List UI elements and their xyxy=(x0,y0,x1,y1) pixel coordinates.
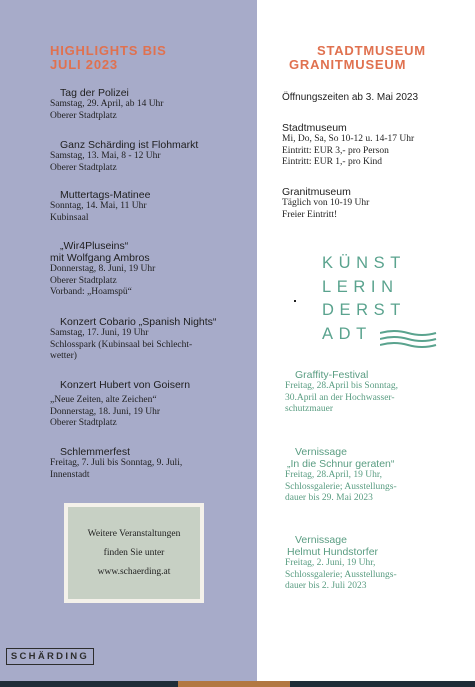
event-title: Muttertags-Matinee xyxy=(60,189,151,201)
event-location: Schlossgalerie; Ausstellungs- xyxy=(285,569,397,580)
event-subtitle: Helmut Hundstorfer xyxy=(287,546,379,558)
stadtmuseum-price-adult: Eintritt: EUR 3,- pro Person xyxy=(282,145,389,156)
event-location: Schlossgalerie; Ausstellungs- xyxy=(285,481,397,492)
museum-heading-line-2: GRANITMUSEUM xyxy=(289,57,407,72)
stadtmuseum-price-child: Eintritt: EUR 1,- pro Kind xyxy=(282,157,383,167)
event-date: Freitag, 7. Juli bis Sonntag, 9. Juli, xyxy=(50,458,183,468)
event-duration: dauer bis 2. Juli 2023 xyxy=(285,581,367,591)
event-title: Vernissage xyxy=(295,446,347,458)
event-location-cont: schutzmauer xyxy=(285,404,334,414)
event-location: Oberer Stadtplatz xyxy=(50,162,117,173)
event-date: Freitag, 28.April, 19 Uhr, xyxy=(285,470,382,480)
bottom-color-stripe xyxy=(0,681,475,687)
event-tag-der-polizei xyxy=(50,87,163,122)
stadtmuseum-title: Stadtmuseum xyxy=(282,122,347,134)
stadtmuseum-hours: Mi, Do, Sa, So 10-12 u. 14-17 Uhr xyxy=(282,134,415,144)
event-extra: Vorband: „Hoamspü“ xyxy=(50,287,132,297)
stadtmuseum-block xyxy=(282,122,414,169)
event-date: Sonntag, 14. Mai, 11 Uhr xyxy=(50,201,147,211)
highlights-heading xyxy=(50,44,167,72)
schaerding-logo: SCHÄRDING xyxy=(6,648,94,665)
stripe-segment-dark-left xyxy=(0,681,178,687)
event-title: Tag der Polizei xyxy=(60,87,129,99)
event-title: „Wir4Pluseins“ xyxy=(60,240,129,252)
event-subtitle: „Neue Zeiten, alte Zeichen“ xyxy=(50,395,157,405)
event-date: Freitag, 28.April bis Sonntag, xyxy=(285,381,398,391)
event-title: Graffity-Festival xyxy=(295,369,369,381)
event-title: Vernissage xyxy=(295,534,347,546)
granitmuseum-hours: Täglich von 10-19 Uhr xyxy=(282,198,370,208)
event-subtitle: „In die Schnur geraten“ xyxy=(287,458,395,470)
museum-heading xyxy=(289,44,426,72)
event-location-cont: wetter) xyxy=(50,351,77,361)
event-goisern xyxy=(50,379,190,430)
more-events-url[interactable]: www.schaerding.at xyxy=(97,566,171,577)
event-date: Freitag, 2. Juni, 19 Uhr, xyxy=(285,558,376,568)
event-title: Konzert Cobario „Spanish Nights“ xyxy=(60,316,217,328)
event-location: Oberer Stadtplatz xyxy=(50,418,117,428)
kuenst-line-2: LERIN xyxy=(322,277,399,296)
kuenst-line-1: KÜNST xyxy=(322,254,406,272)
event-location: Oberer Stadtplatz xyxy=(50,275,117,286)
event-flohmarkt xyxy=(50,139,198,174)
event-location: Schlosspark (Kubinsaal bei Schlecht- xyxy=(50,339,193,350)
event-vernissage-schnur xyxy=(285,446,397,505)
kuenst-line-4: ADT xyxy=(322,324,372,343)
small-dot xyxy=(294,300,296,302)
granitmuseum-block xyxy=(282,186,369,221)
event-vernissage-hundstorfer xyxy=(285,534,397,593)
event-wir4pluseins xyxy=(50,240,155,299)
stripe-segment-dark-right xyxy=(290,681,475,687)
event-schlemmerfest xyxy=(50,446,182,481)
event-date: Donnerstag, 18. Juni, 19 Uhr xyxy=(50,406,161,417)
stripe-segment-brown xyxy=(178,681,290,687)
more-events-line-2: finden Sie unter xyxy=(103,547,165,558)
event-title: Schlemmerfest xyxy=(60,446,131,458)
event-title: Konzert Hubert von Goisern xyxy=(60,379,191,391)
opening-hours-note: Öffnungszeiten ab 3. Mai 2023 xyxy=(282,92,419,103)
event-date: Samstag, 17. Juni, 19 Uhr xyxy=(50,328,149,338)
event-location: Kubinsaal xyxy=(50,212,89,223)
event-muttertags-matinee xyxy=(50,189,150,224)
more-events-line-1: Weitere Veranstaltungen xyxy=(87,528,181,539)
highlights-heading-line-1: HIGHLIGHTS BIS xyxy=(50,43,167,58)
event-cobario xyxy=(50,316,216,363)
event-location: Innenstadt xyxy=(50,469,90,480)
event-title: Ganz Schärding ist Flohmarkt xyxy=(60,139,199,151)
museum-heading-line-1: STADTMUSEUM xyxy=(317,43,426,58)
event-date: Samstag, 13. Mai, 8 - 12 Uhr xyxy=(50,151,161,161)
granitmuseum-title: Granitmuseum xyxy=(282,186,351,198)
event-duration: dauer bis 29. Mai 2023 xyxy=(285,493,373,503)
event-date: Samstag, 29. April, ab 14 Uhr xyxy=(50,99,164,109)
more-events-box xyxy=(64,503,204,603)
event-location: Oberer Stadtplatz xyxy=(50,110,117,121)
highlights-heading-line-2: JULI 2023 xyxy=(50,57,118,72)
granitmuseum-entry: Freier Eintritt! xyxy=(282,209,338,220)
event-graffity-festival xyxy=(285,369,398,416)
wave-lines-icon xyxy=(380,328,438,348)
kuenst-line-3: DERST xyxy=(322,301,406,319)
event-location: 30.April an der Hochwasser- xyxy=(285,392,395,403)
event-date: Donnerstag, 8. Juni, 19 Uhr xyxy=(50,264,156,274)
event-subtitle: mit Wolfgang Ambros xyxy=(50,252,150,264)
